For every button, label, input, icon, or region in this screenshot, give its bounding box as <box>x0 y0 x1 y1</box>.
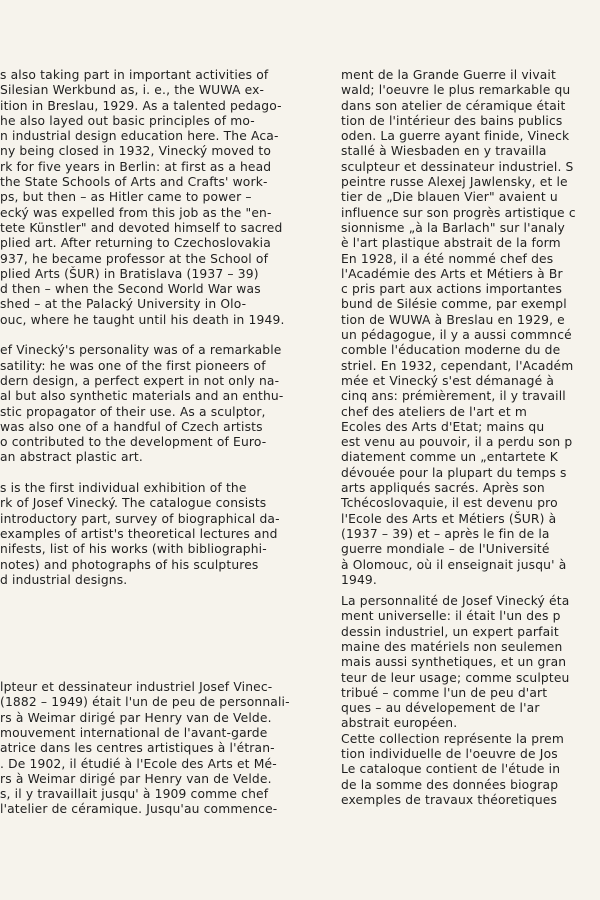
text-line: oden. La guerre ayant finide, Vineck <box>341 129 570 144</box>
text-line: sculpteur et dessinateur industriel. S <box>341 159 574 174</box>
text-line: stallé à Wiesbaden en y travailla <box>341 144 547 159</box>
text-line: introductory part, survey of biographical da- <box>0 511 280 526</box>
english-paragraph-1 <box>0 68 334 328</box>
text-line: he also layed out basic principles of mo- <box>0 113 255 128</box>
text-line: En 1928, il a été nommé chef des <box>341 251 554 266</box>
text-line: 937, he became professor at the School of <box>0 251 269 266</box>
text-line: ition in Breslau, 1929. As a talented pedago- <box>0 98 282 113</box>
text-line: guerre mondiale – de l'Université <box>341 542 550 557</box>
text-line: 1949. <box>341 572 377 587</box>
text-line: ny being closed in 1932, Vinecký moved to <box>0 144 271 159</box>
text-line: Le cataloque contient de l'étude in <box>341 762 561 777</box>
french-paragraph-3 <box>341 732 600 808</box>
text-line: rk for five years in Berlin: at first as a head <box>0 159 272 174</box>
text-line: l'Ecole des Arts et Métiers (ŠUR) à <box>341 511 557 526</box>
text-line: d industrial designs. <box>0 572 128 587</box>
text-line: Ecoles des Arts d'Etat; mains qu <box>341 419 545 434</box>
text-line: tion de WUWA à Breslau en 1929, e <box>341 312 565 327</box>
text-line: wald; l'oeuvre le plus remarkable qu <box>341 83 571 98</box>
text-line: ment universelle: il était l'un des p <box>341 609 561 624</box>
text-line: (1882 – 1949) était l'un de peu de personnali- <box>0 695 290 710</box>
text-line: s also taking part in important activities of <box>0 68 269 82</box>
text-line: mouvement international de l'avant-garde <box>0 725 268 740</box>
text-line: al but also synthetic materials and an enthu- <box>0 389 284 404</box>
text-line: chef des ateliers de l'art et m <box>341 404 528 419</box>
english-paragraph-2 <box>0 343 334 465</box>
text-line: exemples de travaux théoretiques <box>341 792 558 807</box>
text-line: d then – when the Second World War was <box>0 282 261 297</box>
paragraph-gap <box>0 328 334 343</box>
right-column <box>341 68 600 808</box>
text-line: notes) and photographs of his sculptures <box>0 557 259 572</box>
text-line: mais aussi synthetiques, et un gran <box>341 655 567 670</box>
text-line: s, il y travaillait jusqu' à 1909 comme chef <box>0 787 269 802</box>
text-line: s is the first individual exhibition of the <box>0 481 247 496</box>
text-line: l'Académie des Arts et Métiers à Br <box>341 266 563 281</box>
text-line: ques – au dévelopement de l'ar <box>341 701 540 716</box>
text-line: plied Arts (ŠUR) in Bratislava (1937 – 39) <box>0 266 259 281</box>
text-line: rs à Weimar dirigé par Henry van de Velde. <box>0 710 272 725</box>
text-line: an abstract plastic art. <box>0 450 143 465</box>
text-line: (1937 – 39) et – après le fin de la <box>341 526 550 541</box>
text-line: shed – at the Palacký University in Olo- <box>0 297 247 312</box>
text-line: un pédagogue, il y a aussi commncé <box>341 328 572 343</box>
text-line: tribué – comme l'un de peu d'art <box>341 685 548 700</box>
text-line: ps, but then – as Hitler came to power – <box>0 190 252 205</box>
text-line: rs à Weimar dirigé par Henry van de Velde. <box>0 771 272 786</box>
text-line: nifests, list of his works (with bibliographi- <box>0 542 267 557</box>
text-line: l'atelier de céramique. Jusqu'au commence- <box>0 802 278 817</box>
text-line: stic propagator of their use. As a sculptor, <box>0 404 266 419</box>
text-line: striel. En 1932, cependant, l'Académ <box>341 358 574 373</box>
text-line: à Olomouc, où il enseignait jusqu' à <box>341 557 567 572</box>
text-line: ment de la Grande Guerre il vivait <box>341 68 556 82</box>
text-line: maine des matériels non seulemen <box>341 639 563 654</box>
text-line: atrice dans les centres artistiques à l'étran- <box>0 741 275 756</box>
text-line: dévouée pour la plupart du temps s <box>341 465 567 480</box>
text-line: plied art. After returning to Czechoslovakia <box>0 236 271 251</box>
section-gap <box>0 588 334 680</box>
text-line: cinq ans: prémièrement, il y travaill <box>341 389 566 404</box>
text-line: tier de „Die blauen Vier" avaient u <box>341 190 558 205</box>
text-line: dessin industriel, un expert parfait <box>341 624 559 639</box>
text-line: arts appliqués sacrés. Après son <box>341 481 545 496</box>
text-line: est venu au pouvoir, il a perdu son p <box>341 435 573 450</box>
french-paragraph-2 <box>341 594 600 732</box>
text-line: abstrait européen. <box>341 716 458 731</box>
text-line: n industrial design education here. The Aca- <box>0 129 279 144</box>
text-line: è l'art plastique abstrait de la form <box>341 236 561 251</box>
text-line: Silesian Werkbund as, i. e., the WUWA ex- <box>0 83 265 98</box>
english-paragraph-3 <box>0 481 334 588</box>
text-line: teur de leur usage; comme sculpteu <box>341 670 570 685</box>
text-line: tion de l'intérieur des bains publics <box>341 113 563 128</box>
text-line: rk of Josef Vinecký. The catalogue consists <box>0 496 267 511</box>
text-line: tete Künstler" and devoted himself to sacred <box>0 220 283 235</box>
text-line: mée et Vinecký s'est démanagé à <box>341 373 555 388</box>
paragraph-gap <box>0 466 334 481</box>
text-line: tion individuelle de l'oeuvre de Jos <box>341 747 558 762</box>
text-line: comble l'éducation moderne du de <box>341 343 561 358</box>
text-line: was also one of a handful of Czech artists <box>0 419 263 434</box>
text-line: de la somme des données biograp <box>341 777 559 792</box>
text-line: lpteur et dessinateur industriel Josef Vinec- <box>0 680 273 695</box>
text-line: ecký was expelled from this job as the "en- <box>0 205 272 220</box>
text-line: c pris part aux actions importantes <box>341 282 563 297</box>
left-column <box>0 68 334 818</box>
text-line: o contributed to the development of Euro- <box>0 435 267 450</box>
text-line: influence sur son progrès artistique c <box>341 205 576 220</box>
text-line: Tchécoslovaquie, il est devenu pro <box>341 496 558 511</box>
french-paragraph-continued <box>341 68 600 588</box>
text-line: dern design, a perfect expert in not only na- <box>0 373 280 388</box>
text-line: peintre russe Alexej Jawlensky, et le <box>341 175 568 190</box>
text-line: ef Vinecký's personality was of a remarkable <box>0 343 282 358</box>
text-line: examples of artist's theoretical lectures and <box>0 526 278 541</box>
text-line: dans son atelier de céramique était <box>341 98 566 113</box>
text-line: diatement comme un „entartete K <box>341 450 558 465</box>
text-line: Cette collection représente la prem <box>341 731 564 746</box>
text-line: . De 1902, il étudié à l'Ecole des Arts et Mé- <box>0 756 277 771</box>
text-line: satility: he was one of the first pioneers of <box>0 358 266 373</box>
text-line: La personnalité de Josef Vinecký éta <box>341 594 570 609</box>
text-line: bund de Silésie comme, par exempl <box>341 297 567 312</box>
text-line: ouc, where he taught until his death in 1949. <box>0 312 285 327</box>
text-line: sionnisme „à la Barlach" sur l'analy <box>341 220 565 235</box>
text-line: the State Schools of Arts and Crafts' work- <box>0 175 268 190</box>
french-paragraph-1 <box>0 680 334 818</box>
